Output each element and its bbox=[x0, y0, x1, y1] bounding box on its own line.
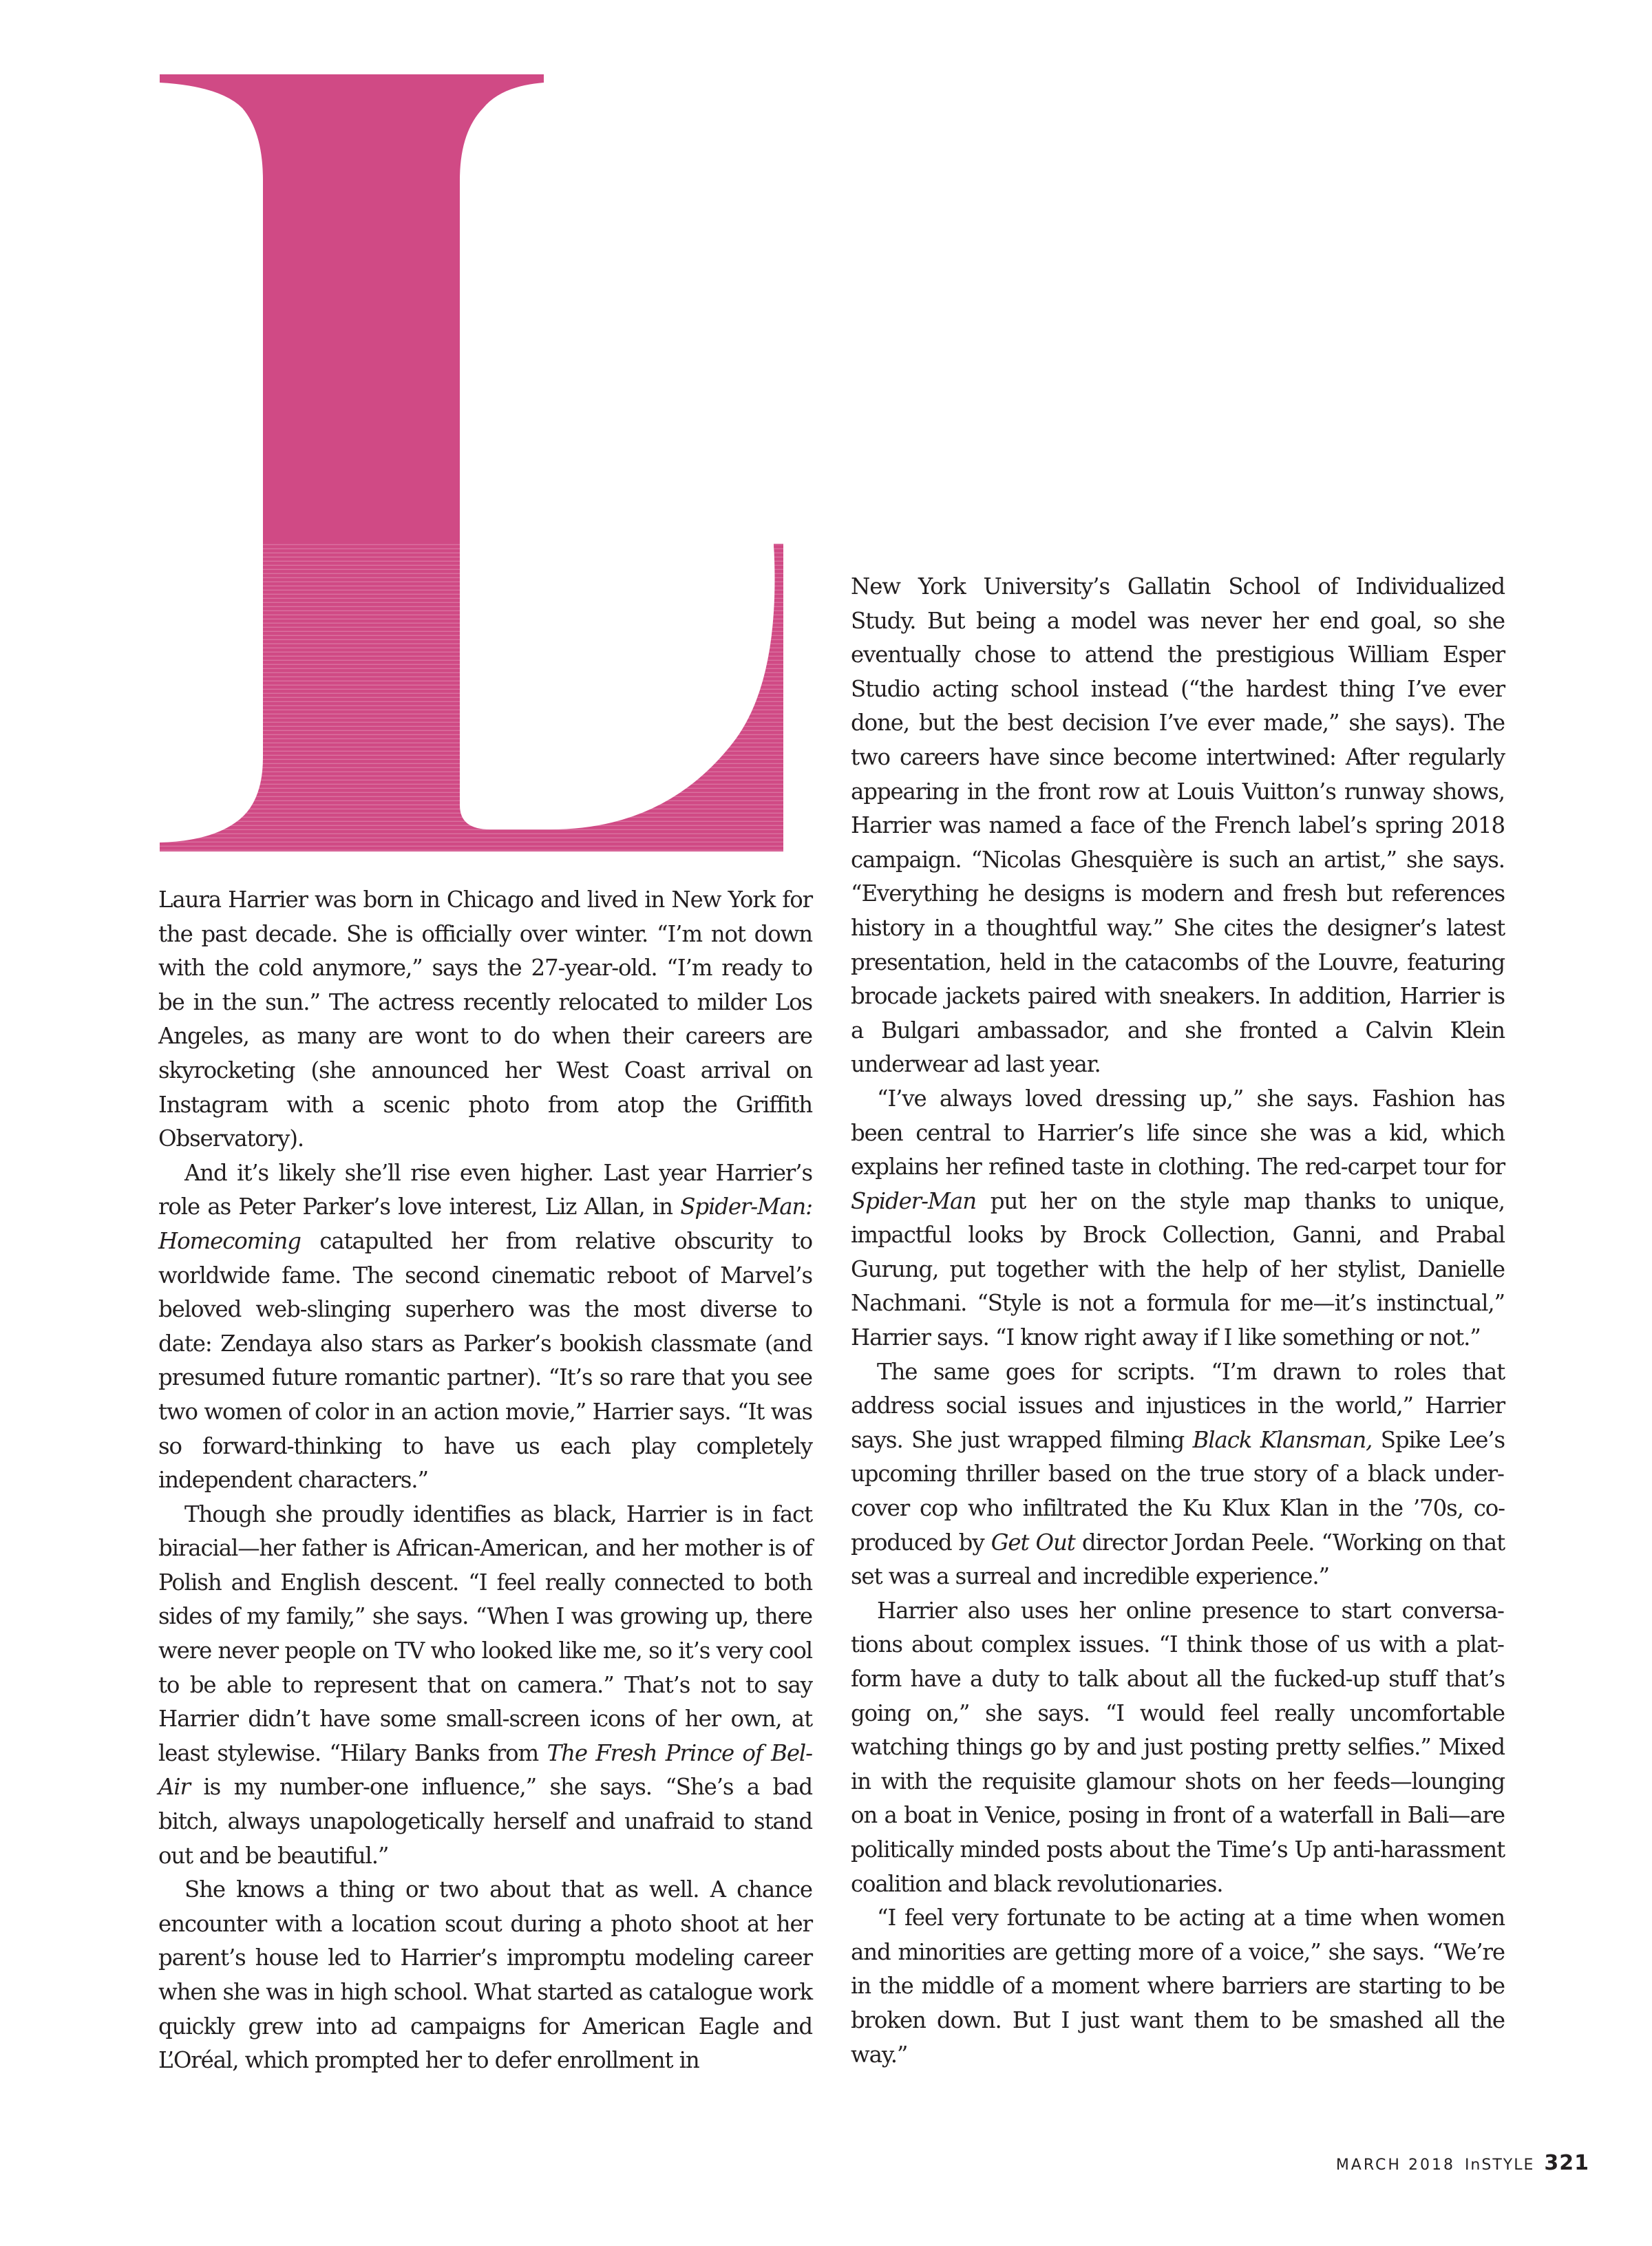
text-run: And it’s likely she’ll rise even higher. Last year Harrier’s role as Peter Parker’s love interest, Liz Allan, in bbox=[158, 1159, 812, 1220]
italic-title: Spider-Man bbox=[851, 1187, 976, 1214]
text-run: Laura Harrier was born in Chicago and lived in New York for the past decade. She is officially over winter. “I’m not down with the cold anymore,” says the 27-year-old. “I’m ready to be in the sun.” The actress recently relocated to milder Los Angeles, as many are wont to do when their careers are skyrocketing (she announced her West Coast arrival on Instagram with a scenic photo from atop the Griffith Observatory). bbox=[158, 887, 812, 1152]
text-run: The same goes for scripts. “I’m drawn to roles that address social issues and injustices in the world,” Harrier says. She just wrapped filming bbox=[851, 1358, 1505, 1453]
text-run: is my number-one influence,” she says. “She’s a bad bitch, always unapologetically herself and unafraid to stand out and be beautiful.” bbox=[158, 1774, 812, 1869]
body-paragraph bbox=[158, 883, 812, 1156]
magazine-name: InSTYLE bbox=[1464, 2157, 1535, 2174]
article-column-left bbox=[158, 883, 812, 2078]
text-run: New York University’s Gallatin School of Individualized Study. But being a model was never her end goal, so she eventually chose to attend the prestigious William Esper Studio acting school instead (“the hardest thing I’ve ever done, but the best decision I’ve ever made,” she says). The two careers have since become intertwined: After regularly appearing in the front row at Louis Vuitton’s runway shows, Harrier was named a face of the French label’s spring 2018 campaign. “Nicolas Ghesquière is such an artist,” she says. “Everything he designs is modern and fresh but references history in a thoughtful way.” She cites the designer’s latest presentation, held in the catacombs of the Louvre, featuring brocade jackets paired with sneakers. In addition, Harrier is a Bulgari ambassador, and she fronted a Calvin Klein underwear ad last year. bbox=[851, 573, 1505, 1078]
italic-title: The Fresh Prince of Bel-Air bbox=[158, 1739, 812, 1801]
text-run: put her on the style map thanks to unique, impactful looks by Brock Collection, Ganni, and Prabal Gurung, put together with the help of her stylist, Danielle Nachmani. “Style is not a formula for me—it’s instinctual,” Harrier says. “I know right away if I like something or not.” bbox=[851, 1187, 1505, 1351]
body-paragraph bbox=[158, 1873, 812, 2078]
text-run: “I’ve always loved dressing up,” she says. Fashion has been central to Harrier’s life since she was a kid, which explains her refined taste in clothing. The red-carpet tour for bbox=[851, 1085, 1505, 1180]
body-paragraph bbox=[851, 1082, 1505, 1355]
text-run: Spike Lee’s upcoming thriller based on the true story of a black undercover cop who infiltrated the Ku Klux Klan in the ’70s, co-produced by bbox=[851, 1426, 1505, 1556]
body-paragraph bbox=[851, 570, 1505, 1082]
body-paragraph bbox=[851, 1594, 1505, 1901]
body-paragraph bbox=[851, 1901, 1505, 2073]
page-footer bbox=[1336, 2151, 1589, 2175]
text-run: Though she proudly identifies as black, Harrier is in fact biracial—her father is African-American, and her mother is of Polish and English descent. “I feel really connected to both sides of my family,” she says. “When I was growing up, there were never people on TV who looked like me, so it’s very cool to be able to represent that on camera.” That’s not to say Harrier didn’t have some small-screen icons of her own, at least stylewise. “Hilary Banks from bbox=[158, 1501, 812, 1766]
italic-title: Spider-Man: Homecoming bbox=[158, 1194, 812, 1254]
article-column-right bbox=[851, 570, 1505, 2073]
italic-title: Get Out bbox=[991, 1529, 1075, 1556]
issue-date: MARCH 2018 bbox=[1335, 2157, 1455, 2174]
text-run: “I feel very fortunate to be acting at a time when women and minorities are getting more of a voice,” she says. “We’re in the middle of a moment where barriers are starting to be broken down. But I just want them to be smashed all the way.” bbox=[851, 1905, 1505, 2068]
text-run: Harrier also uses her online presence to start conversations about complex issues. “I think those of us with a platform have a duty to talk about all the fucked-up stuff that’s going on,” she says. “I would feel really uncomfortable watching things go by and just posting pretty selfies.” Mixed in with the requisite glamour shots on her feeds—lounging on a boat in Venice, posing in front of a waterfall in Bali—are politically minded posts about the Time’s Up anti-harassment coalition and black revolutionaries. bbox=[851, 1597, 1505, 1897]
body-paragraph bbox=[158, 1498, 812, 1874]
text-run: She knows a thing or two about that as well. A chance encounter with a location scout during a photo shoot at her parent’s house led to Harrier’s impromptu modeling career when she was in high school. What started as catalogue work quickly grew into ad campaigns for American Eagle and L’Oréal, which prompted her to defer enrollment in bbox=[158, 1876, 812, 2074]
page-number: 321 bbox=[1544, 2151, 1589, 2175]
text-run: catapulted her from relative obscurity to worldwide fame. The second cinematic reboot of Marvel’s beloved web-slinging superhero was the most diverse to date: Zendaya also stars as Parker’s bookish classmate (and presumed future romantic partner). “It’s so rare that you see two women of color in an action movie,” Harrier says. “It was so forward-thinking to have us each play completely independent characters.” bbox=[158, 1227, 812, 1494]
body-paragraph bbox=[158, 1156, 812, 1498]
text-run: director Jordan Peele. “Working on that set was a surreal and incredible experience.” bbox=[851, 1529, 1505, 1590]
body-paragraph bbox=[851, 1355, 1505, 1594]
italic-title: Black Klansman, bbox=[1192, 1426, 1373, 1453]
